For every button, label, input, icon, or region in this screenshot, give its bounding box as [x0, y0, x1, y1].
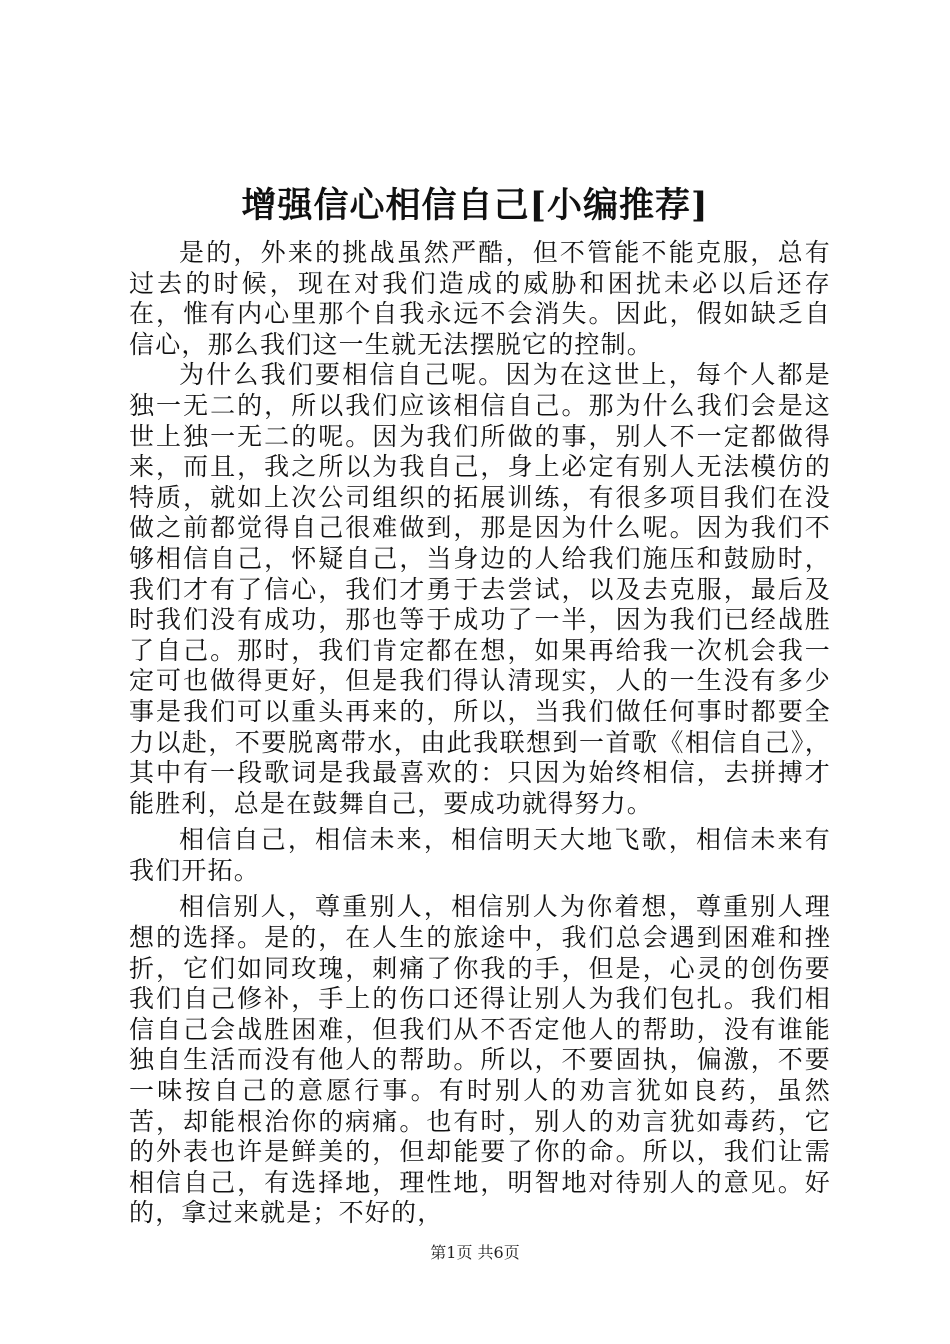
- paragraph-1: 是的，外来的挑战虽然严酷，但不管能不能克服，总有过去的时候，现在对我们造成的威胁和困扰未必以后还存在，惟有内心里那个自我永远不会消失。因此，假如缺乏自信心，那么我们这一生就无法摆脱它的控制。: [129, 238, 831, 359]
- document-body: [129, 238, 831, 1229]
- paragraph-4: 相信别人，尊重别人，相信别人为你着想，尊重别人理想的选择。是的，在人生的旅途中，我们总会遇到困难和挫折，它们如同玫瑰，刺痛了你我的手，但是，心灵的创伤要我们自己修补，手上的伤口还得让别人为我们包扎。我们相信自己会战胜困难，但我们从不否定他人的帮助，没有谁能独自生活而没有他人的帮助。所以，不要固执，偏激，不要一味按自己的意愿行事。有时别人的劝言犹如良药，虽然苦，却能根治你的病痛。也有时，别人的劝言犹如毒药，它的外表也许是鲜美的，但却能要了你的命。所以，我们让需相信自己，有选择地，理性地，明智地对待别人的意见。好的，拿过来就是；不好的，: [129, 892, 831, 1228]
- document-title: 增强信心相信自己[小编推荐]: [241, 185, 709, 226]
- paragraph-2: 为什么我们要相信自己呢。因为在这世上，每个人都是独一无二的，所以我们应该相信自己。那为什么我们会是这世上独一无二的呢。因为我们所做的事，别人不一定都做得来，而且，我之所以为我自己，身上必定有别人无法模仿的特质，就如上次公司组织的拓展训练，有很多项目我们在没做之前都觉得自己很难做到，那是因为什么呢。因为我们不够相信自己，怀疑自己，当身边的人给我们施压和鼓励时，我们才有了信心，我们才勇于去尝试，以及去克服，最后及时我们没有成功，那也等于成功了一半，因为我们已经战胜了自己。那时，我们肯定都在想，如果再给我一次机会我一定可也做得更好，但是我们得认清现实，人的一生没有多少事是我们可以重头再来的，所以，当我们做任何事时都要全力以赴，不要脱离带水，由此我联想到一首歌《相信自己》，其中有一段歌词是我最喜欢的：只因为始终相信，去拼搏才能胜利，总是在鼓舞自己，要成功就得努力。: [129, 360, 831, 818]
- page-number-footer: 第1页 共6页: [430, 1243, 520, 1262]
- paragraph-3: 相信自己，相信未来，相信明天大地飞歌，相信未来有我们开拓。: [129, 825, 831, 885]
